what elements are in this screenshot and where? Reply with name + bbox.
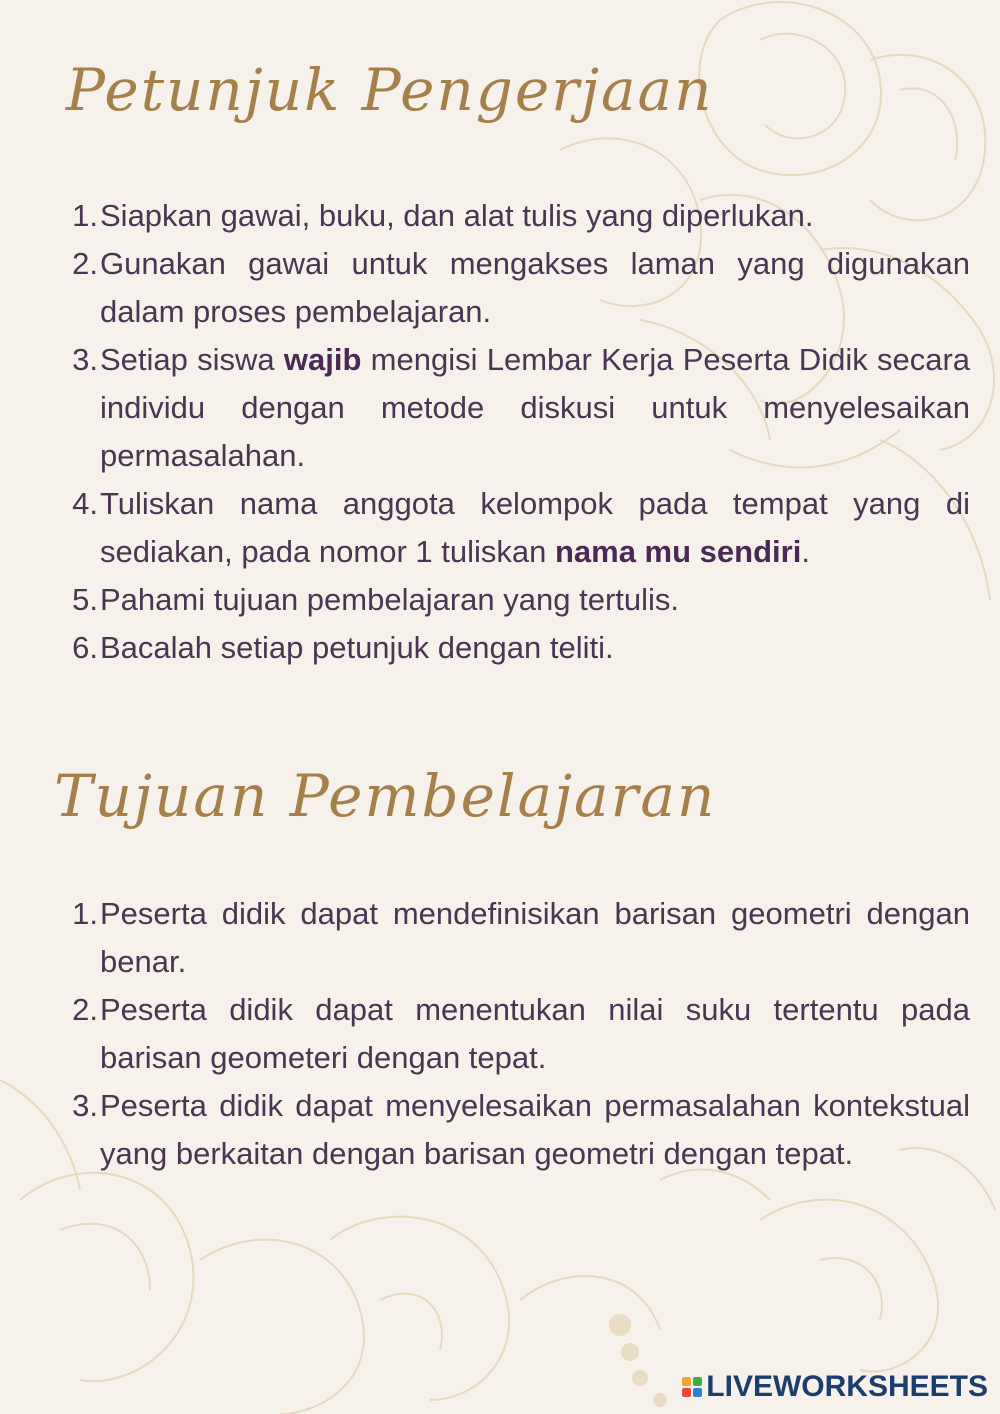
item-text: Setiap siswa <box>100 342 284 377</box>
section-title-instructions: Petunjuk Pengerjaan <box>66 56 714 124</box>
liveworksheets-logo[interactable] <box>682 1370 988 1404</box>
item-number: 3. <box>72 1088 98 1123</box>
item-number: 5. <box>72 582 98 617</box>
emphasis-text: wajib <box>283 342 362 377</box>
liveworksheets-logo-icon <box>682 1377 702 1397</box>
section-title-objectives: Tujuan Pembelajaran <box>54 762 717 830</box>
logo-square-icon <box>682 1388 691 1397</box>
logo-square-icon <box>693 1388 702 1397</box>
list-item <box>72 336 971 480</box>
logo-square-icon <box>693 1377 702 1386</box>
list-item <box>72 890 970 986</box>
item-text: Gunakan gawai untuk mengakses laman yang digunakan dalam proses pembelajaran. <box>100 246 970 329</box>
item-text: Peserta didik dapat menentukan nilai suku tertentu pada barisan geometeri dengan tepat. <box>100 992 970 1075</box>
item-text: Peserta didik dapat mendefinisikan barisan geometri dengan benar. <box>100 896 970 979</box>
list-item <box>72 576 970 624</box>
list-item <box>72 986 970 1082</box>
emphasis-text: nama mu sendiri <box>554 534 802 569</box>
list-item <box>72 624 970 672</box>
item-number: 4. <box>72 486 98 521</box>
brand-name: LIVEWORKSHEETS <box>706 1370 988 1403</box>
item-text: Tuliskan nama anggota kelompok pada tempat yang di sediakan, pada nomor 1 tuliskan <box>100 486 970 569</box>
list-item <box>72 480 970 576</box>
item-number: 3. <box>72 342 98 377</box>
item-number: 6. <box>72 630 98 665</box>
item-text: Siapkan gawai, buku, dan alat tulis yang diperlukan. <box>100 198 814 233</box>
item-number: 1. <box>72 198 98 233</box>
list-item <box>72 1082 970 1178</box>
objectives-list <box>72 890 970 1178</box>
item-text: Pahami tujuan pembelajaran yang tertulis. <box>100 582 680 617</box>
list-item <box>72 240 970 336</box>
item-text: mengisi Lembar Kerja Peserta Didik secara individu dengan metode diskusi untuk menyelesaikan permasalahan. <box>100 342 971 473</box>
item-text: Bacalah setiap petunjuk dengan teliti. <box>100 630 614 665</box>
item-number: 1. <box>72 896 98 931</box>
item-text: . <box>801 534 810 569</box>
instructions-list <box>72 192 971 672</box>
list-item <box>72 192 970 240</box>
item-number: 2. <box>72 992 98 1027</box>
item-text: Peserta didik dapat menyelesaikan permasalahan kontekstual yang berkaitan dengan barisan geometri dengan tepat. <box>100 1088 970 1171</box>
item-number: 2. <box>72 246 98 281</box>
logo-square-icon <box>682 1377 691 1386</box>
